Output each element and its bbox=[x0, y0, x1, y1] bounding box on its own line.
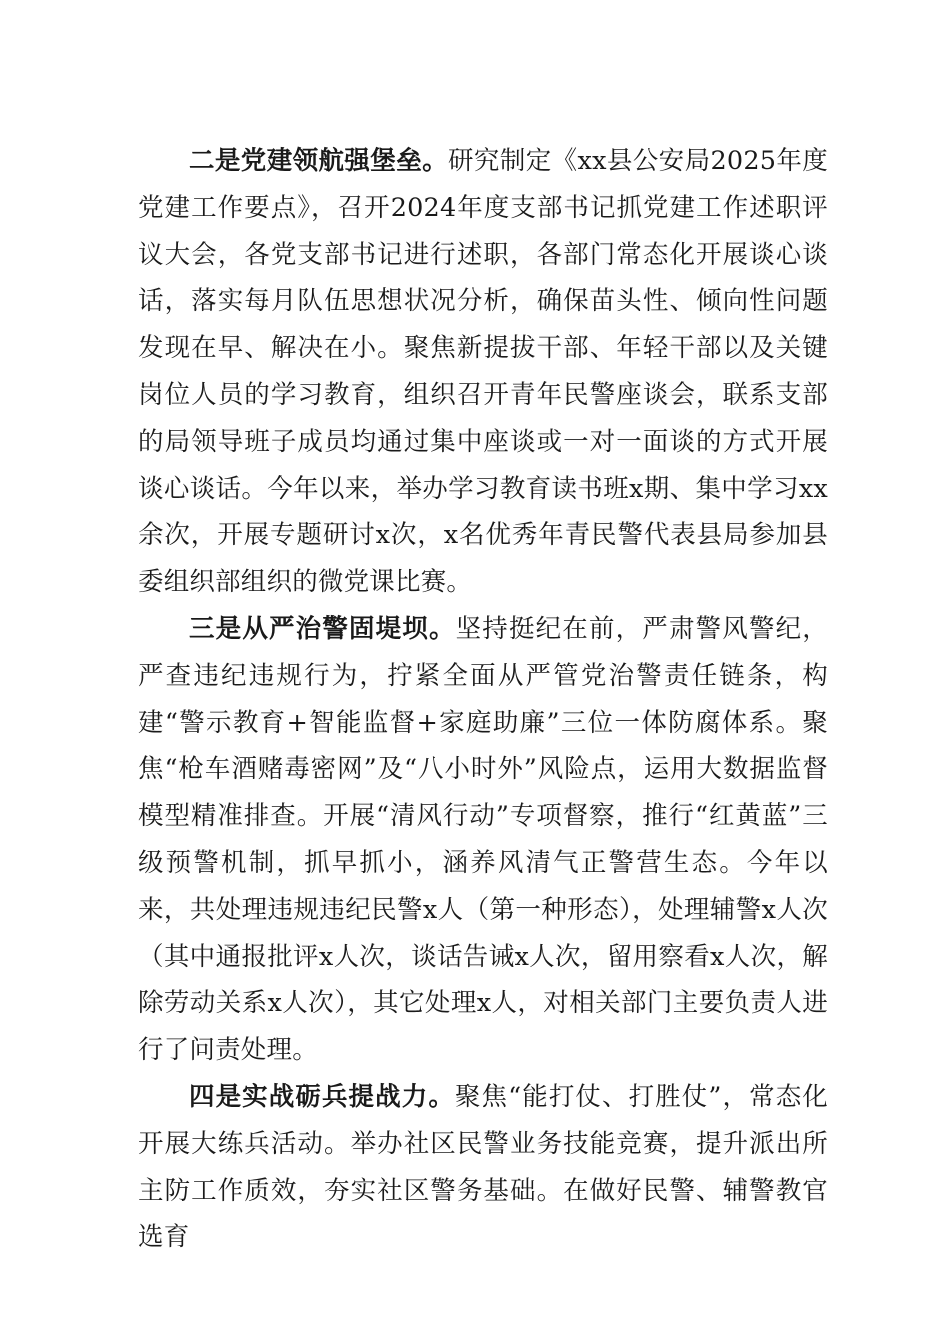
document-body bbox=[138, 138, 828, 1261]
paragraph-heading: 二是党建领航强堡垒。 bbox=[189, 146, 449, 176]
paragraph-strict-governance bbox=[138, 606, 828, 1074]
paragraph-combat-training bbox=[138, 1074, 828, 1261]
paragraph-text: 坚持挺纪在前，严肃警风警纪，严查违纪违规行为，拧紧全面从严管党治警责任链条，构建“警示教育+智能监督+家庭助廉”三位一体防腐体系。聚焦“枪车酒赌毒密网”及“八小时外”风险点，运用大数据监督模型精准排查。开展“清风行动”专项督察，推行“红黄蓝”三级预警机制，抓早抓小，涵养风清气正警营生态。今年以来，共处理违规违纪民警x人（第一种形态），处理辅警x人次（其中通报批评x人次，谈话告诫x人次，留用察看x人次，解除劳动关系x人次），其它处理x人，对相关部门主要负责人进行了问责处理。 bbox=[138, 613, 828, 1066]
paragraph-text: 研究制定《xx县公安局2025年度党建工作要点》，召开2024年度支部书记抓党建工作述职评议大会，各党支部书记进行述职，各部门常态化开展谈心谈话，落实每月队伍思想状况分析，确保苗头性、倾向性问题发现在早、解决在小。聚焦新提拔干部、年轻干部以及关键岗位人员的学习教育，组织召开青年民警座谈会，联系支部的局领导班子成员均通过集中座谈或一对一面谈的方式开展谈心谈话。今年以来，举办学习教育读书班x期、集中学习xx余次，开展专题研讨x次，x名优秀年青民警代表县局参加县委组织部组织的微党课比赛。 bbox=[138, 146, 828, 598]
paragraph-party-building bbox=[138, 138, 828, 606]
paragraph-heading: 四是实战砺兵提战力。 bbox=[189, 1081, 455, 1112]
paragraph-heading: 三是从严治警固堤坝。 bbox=[189, 613, 456, 644]
paragraph-text: 聚焦“能打仗、打胜仗”，常态化开展大练兵活动。举办社区民警业务技能竞赛，提升派出所主防工作质效，夯实社区警务基础。在做好民警、辅警教官选育 bbox=[138, 1081, 828, 1253]
